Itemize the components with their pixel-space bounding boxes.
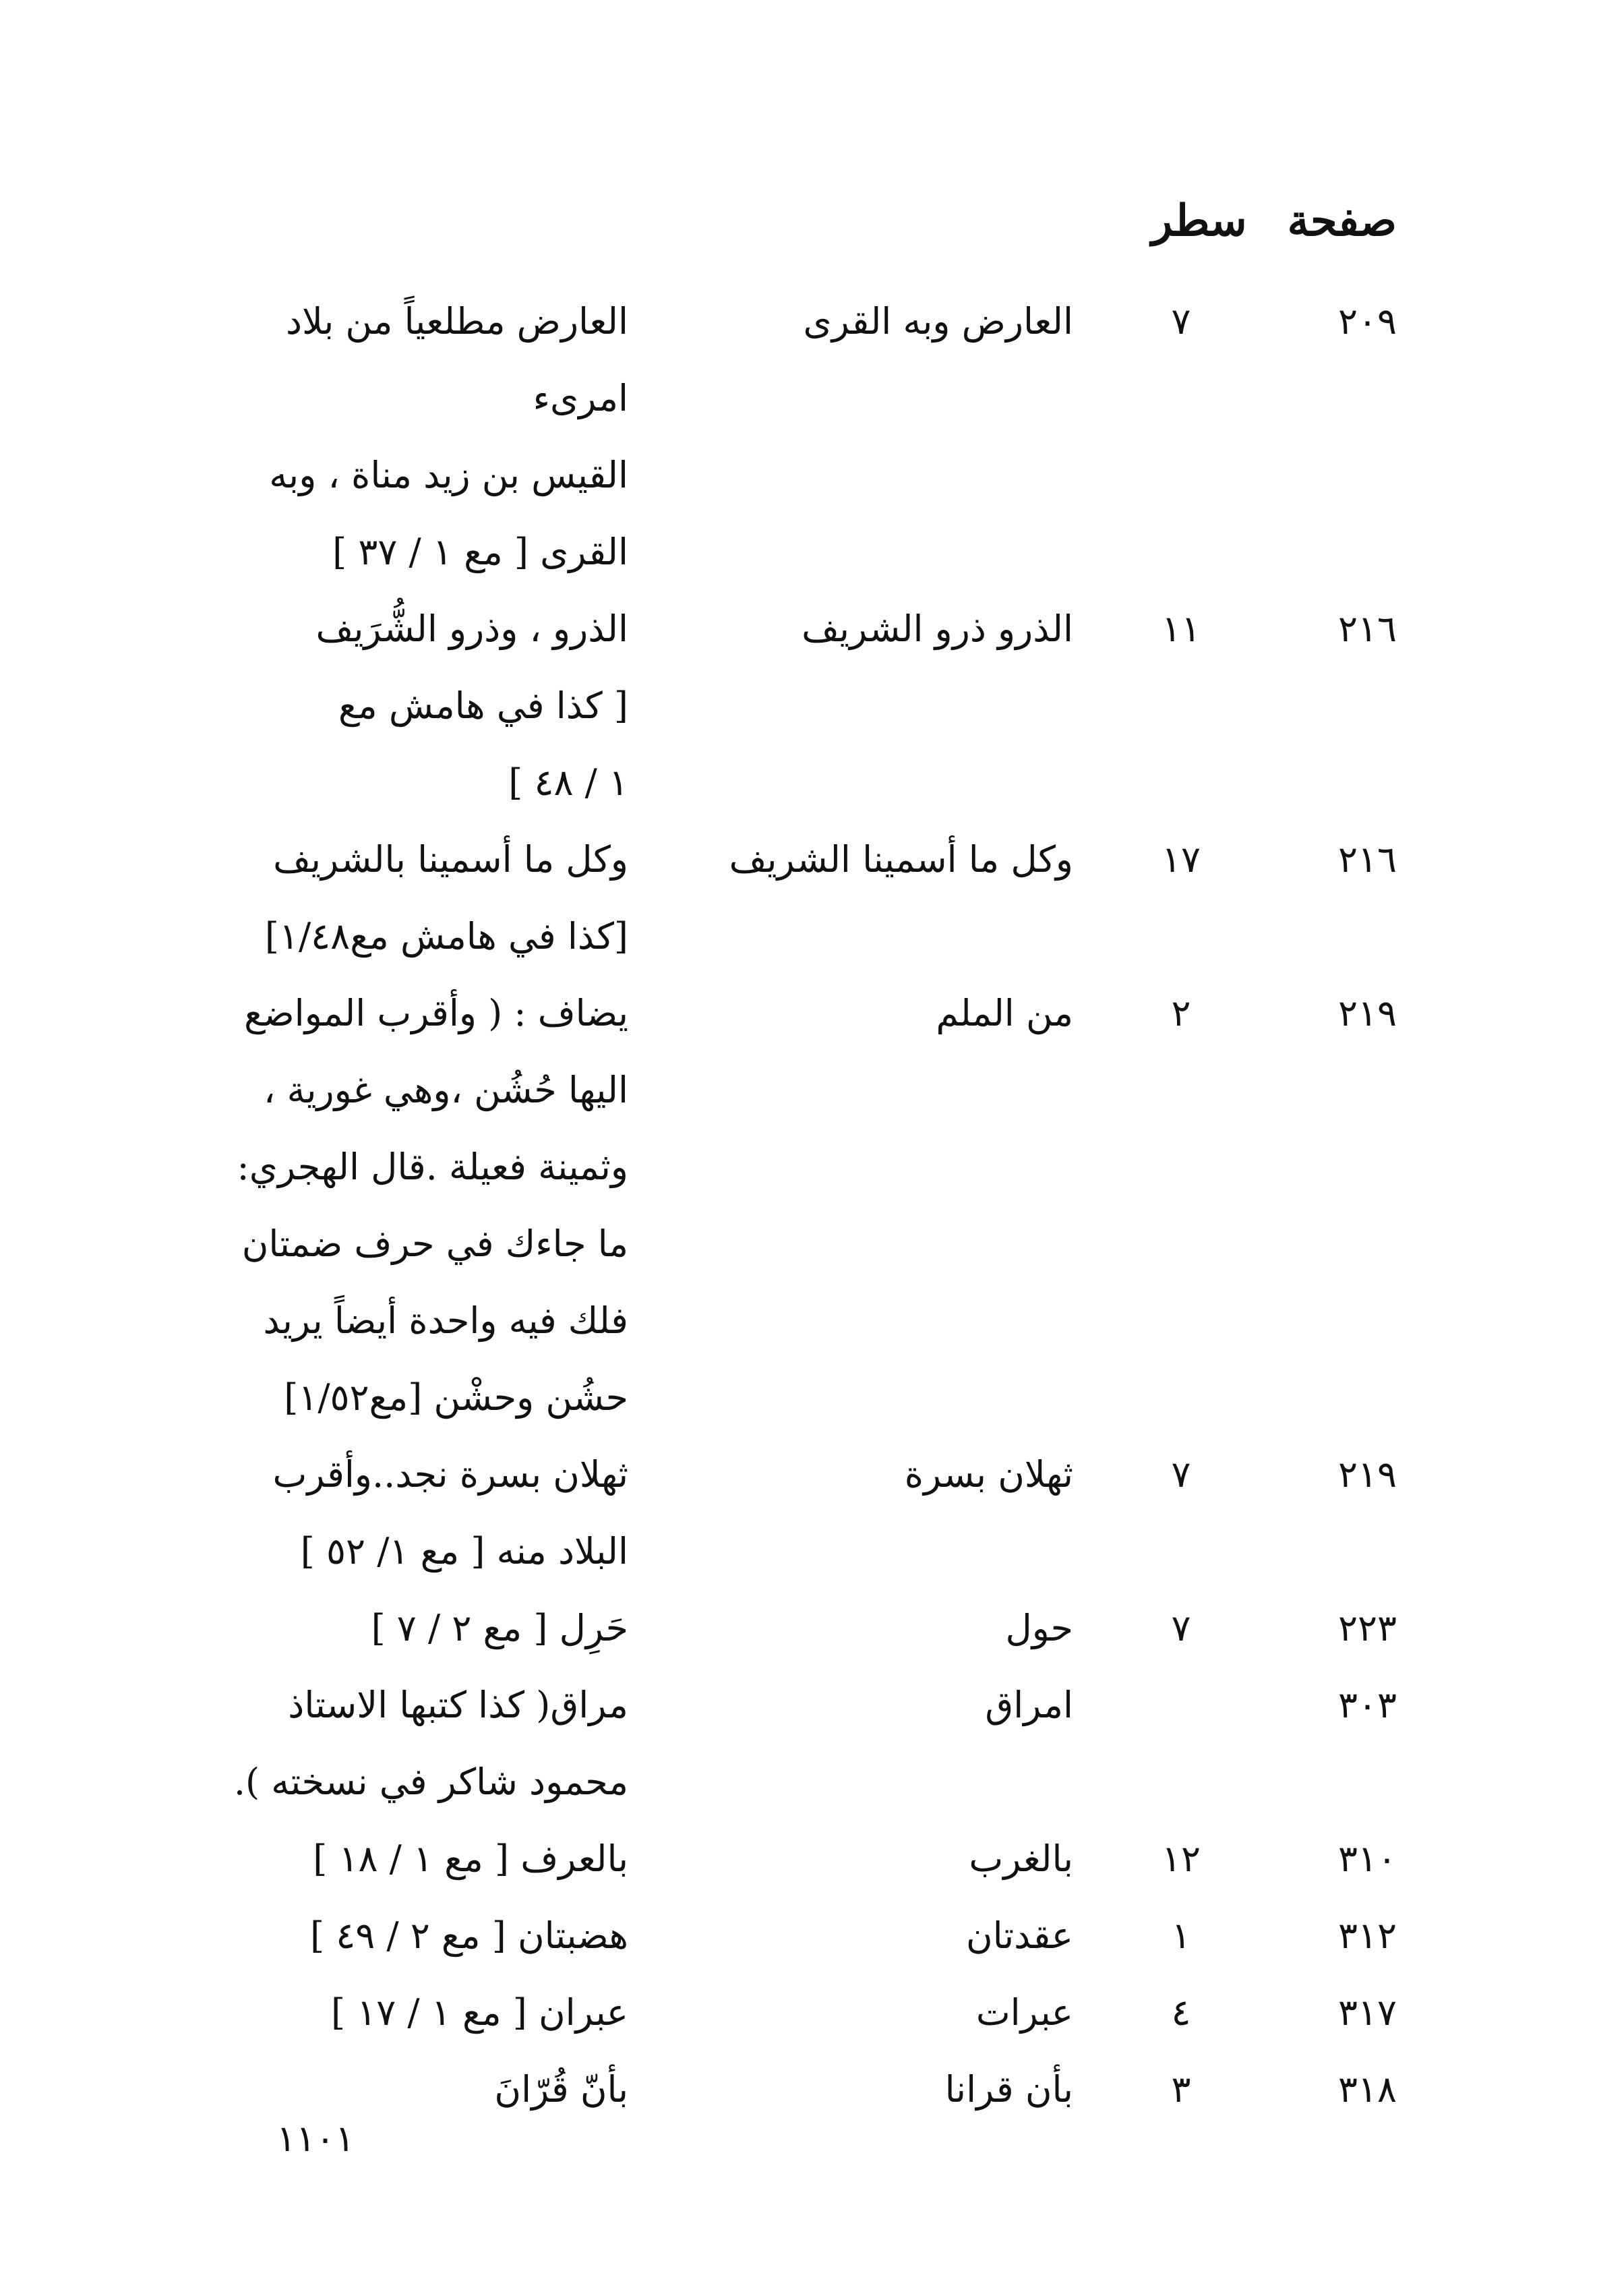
correction-text-cell: هضبتان [ مع ٢ / ٤٩ ]	[309, 1914, 628, 1957]
errata-row	[197, 591, 1397, 821]
error-text-cell: عبرات	[975, 1991, 1073, 2034]
line-number-cell: ٧	[1171, 1607, 1191, 1649]
page-number-cell: ٣١٢	[1337, 1914, 1397, 1957]
correction-text-cell: حَرِل [ مع ٢ / ٧ ]	[371, 1607, 628, 1649]
page-number-cell: ٢١٦	[1337, 838, 1397, 881]
correction-text-cell: العارض مطلعياً من بلاد امرىء القيس بن زيد مناة ، وبه القرى [ مع ١ / ٣٧ ]	[269, 300, 628, 573]
line-number-cell: ١٧	[1161, 838, 1201, 881]
page-number-cell: ٢١٩	[1337, 992, 1397, 1034]
errata-row	[197, 975, 1397, 1436]
page-number-cell: ٣١٠	[1337, 1837, 1397, 1880]
correction-text-cell: مراق( كذا كتبها الاستاذ محمود شاكر في نسخته ).	[233, 1684, 628, 1803]
error-text-cell: الذرو ذرو الشريف	[802, 608, 1073, 650]
errata-row	[197, 2051, 1397, 2128]
correction-text-cell: وكل ما أسمينا بالشريف [كذا في هامش مع١/٤٨]	[264, 838, 628, 958]
error-text-cell: حول	[1005, 1607, 1073, 1649]
error-text-cell: من الملم	[936, 992, 1073, 1034]
page-number-cell: ٢١٦	[1337, 608, 1397, 650]
line-number-cell: ٣	[1171, 2068, 1191, 2111]
column-header	[1151, 196, 1397, 246]
line-number-cell: ١٢	[1161, 1837, 1201, 1880]
line-number-cell: ١	[1171, 1914, 1191, 1957]
line-column-label: سطر	[1151, 196, 1247, 246]
errata-row	[197, 1590, 1397, 1667]
correction-text-cell: يضاف : ( وأقرب المواضع اليها حُشُن ،وهي غورية ، وثمينة فعيلة .قال الهجري: ما جاءك في حرف ضمتان فلك فيه واحدة أيضاً يريد حشُن وحشْن [مع١/٥٢]	[237, 992, 628, 1419]
correction-text-cell: بالعرف [ مع ١ / ١٨ ]	[313, 1837, 628, 1880]
errata-row	[197, 1821, 1397, 1897]
line-number-cell: ٤	[1171, 1991, 1191, 2034]
page-number-cell: ٢٠٩	[1337, 300, 1397, 343]
correction-text-cell: عبران [ مع ١ / ١٧ ]	[331, 1991, 628, 2034]
line-number-cell: ٢	[1171, 992, 1191, 1034]
page-number-cell: ٢١٩	[1337, 1453, 1397, 1496]
page-number-cell: ٣١٧	[1337, 1991, 1397, 2034]
errata-row	[197, 1667, 1397, 1821]
correction-text-cell: ثهلان بسرة نجد..وأقرب البلاد منه [ مع ١/ ٥٢ ]	[272, 1453, 628, 1572]
page-number-cell: ٣١٨	[1337, 2068, 1397, 2111]
error-text-cell: عقدتان	[965, 1914, 1073, 1957]
line-number-cell: ٧	[1171, 300, 1191, 343]
errata-row	[197, 1897, 1397, 1974]
error-text-cell: العارض وبه القرى	[803, 300, 1073, 343]
errata-row	[197, 283, 1397, 591]
errata-row	[197, 1436, 1397, 1590]
errata-row	[197, 1974, 1397, 2051]
error-text-cell: وكل ما أسمينا الشريف	[729, 838, 1073, 881]
page-column-label: صفحة	[1287, 196, 1397, 246]
correction-text-cell: بأنّ قُرّانَ	[494, 2068, 628, 2111]
line-number-cell: ٧	[1171, 1453, 1191, 1496]
line-number-cell	[1114, 1667, 1248, 1821]
page-number: ١١٠١	[276, 2117, 355, 2160]
page-number-cell: ٢٢٣	[1337, 1607, 1397, 1649]
errata-table	[197, 283, 1397, 2128]
page-number-cell: ٣٠٣	[1337, 1684, 1397, 1726]
line-number-cell: ١١	[1161, 608, 1201, 650]
error-text-cell: ثهلان بسرة	[904, 1453, 1073, 1496]
error-text-cell: بأن قرانا	[944, 2068, 1073, 2111]
error-text-cell: امراق	[985, 1684, 1073, 1726]
error-text-cell: بالغرب	[969, 1837, 1073, 1880]
correction-text-cell: الذرو ، وذرو الشُّرَيف [ كذا في هامش مع ١ / ٤٨ ]	[315, 608, 628, 804]
errata-row	[197, 821, 1397, 975]
